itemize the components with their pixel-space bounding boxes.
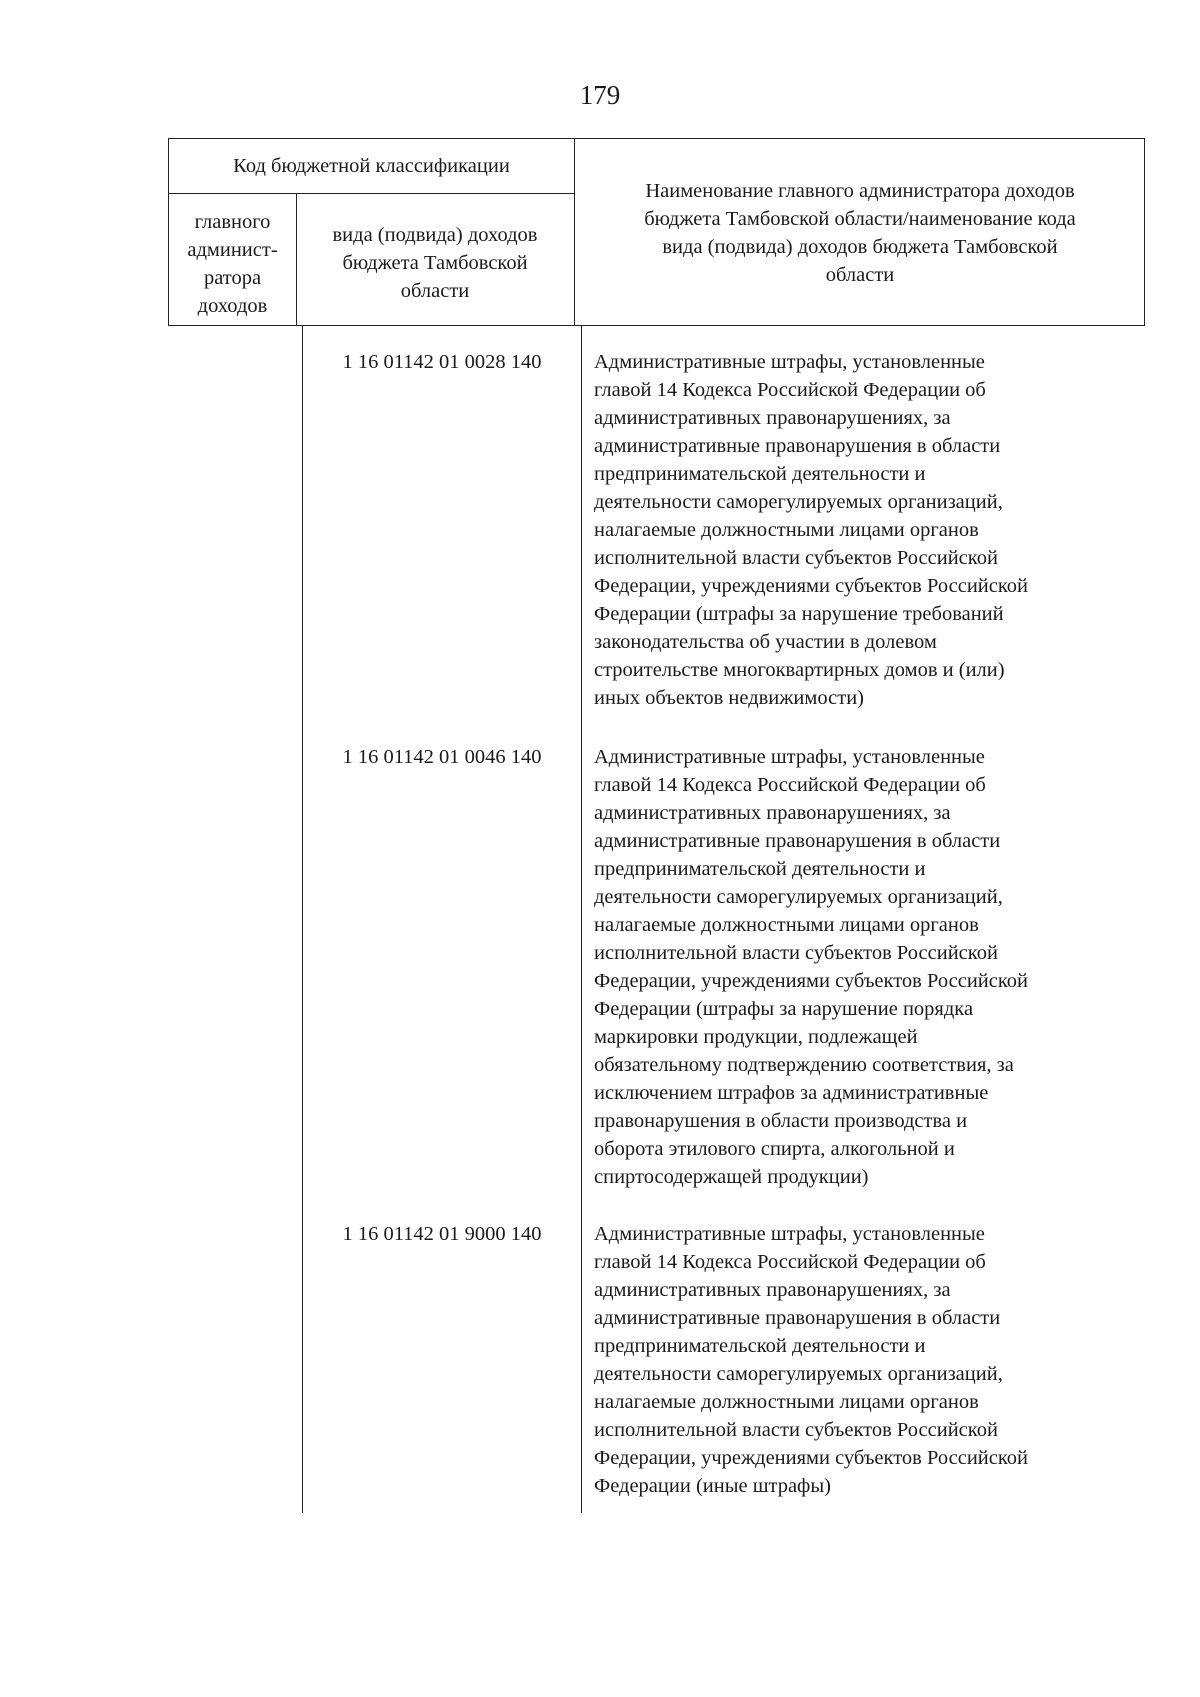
row-code: 1 16 01142 01 0046 140 (342, 746, 542, 768)
body-divider-code (302, 326, 303, 1513)
row-description: Административные штрафы, установленные главой 14 Кодекса Российской Федерации об административных правонарушениях, за административные правонарушения в области предпринимательской деятельности и деятельности саморегулируемых организаций, налагаемые должностными лицами органов исполнительной власти субъектов Российской Федерации, учреждениями субъектов Российской Федерации (штрафы за нарушение требований законодательства об участии в долевом строительстве многоквартирных домов и (или) иных объектов недвижимости) (594, 351, 1028, 709)
row-description: Административные штрафы, установленные главой 14 Кодекса Российской Федерации об административных правонарушениях, за административные правонарушения в области предпринимательской деятельности и деятельности саморегулируемых организаций, налагаемые должностными лицами органов исполнительной власти субъектов Российской Федерации, учреждениями субъектов Российской Федерации (иные штрафы) (594, 1223, 1028, 1497)
header-code-group-title: Код бюджетной классификации (233, 155, 510, 177)
row-code: 1 16 01142 01 0028 140 (342, 351, 542, 373)
header-type-column: вида (подвида) доходов бюджета Тамбовской области (332, 224, 538, 302)
row-description: Административные штрафы, установленные главой 14 Кодекса Российской Федерации об административных правонарушениях, за административные правонарушения в области предпринимательской деятельности и деятельности саморегулируемых организаций, налагаемые должностными лицами органов исполнительной власти субъектов Российской Федерации, учреждениями субъектов Российской Федерации (штрафы за нарушение порядка маркировки продукции, подлежащей обязательному подтверждению соответствия, за исключением штрафов за административные правонарушения в области производства и оборота этилового спирта, алкогольной и спиртосодержащей продукции) (594, 746, 1028, 1188)
header-divider-horizontal (169, 193, 574, 194)
row-code: 1 16 01142 01 9000 140 (342, 1223, 542, 1245)
body-divider-name (581, 326, 582, 1513)
table-header (168, 138, 1145, 326)
header-name-column: Наименование главного администратора доходов бюджета Тамбовской области/наименование кода вида (подвида) доходов бюджета Тамбовской области (644, 180, 1076, 286)
page-number: 179 (579, 80, 621, 110)
header-admin-column: главного админист- ратора доходов (187, 211, 278, 317)
